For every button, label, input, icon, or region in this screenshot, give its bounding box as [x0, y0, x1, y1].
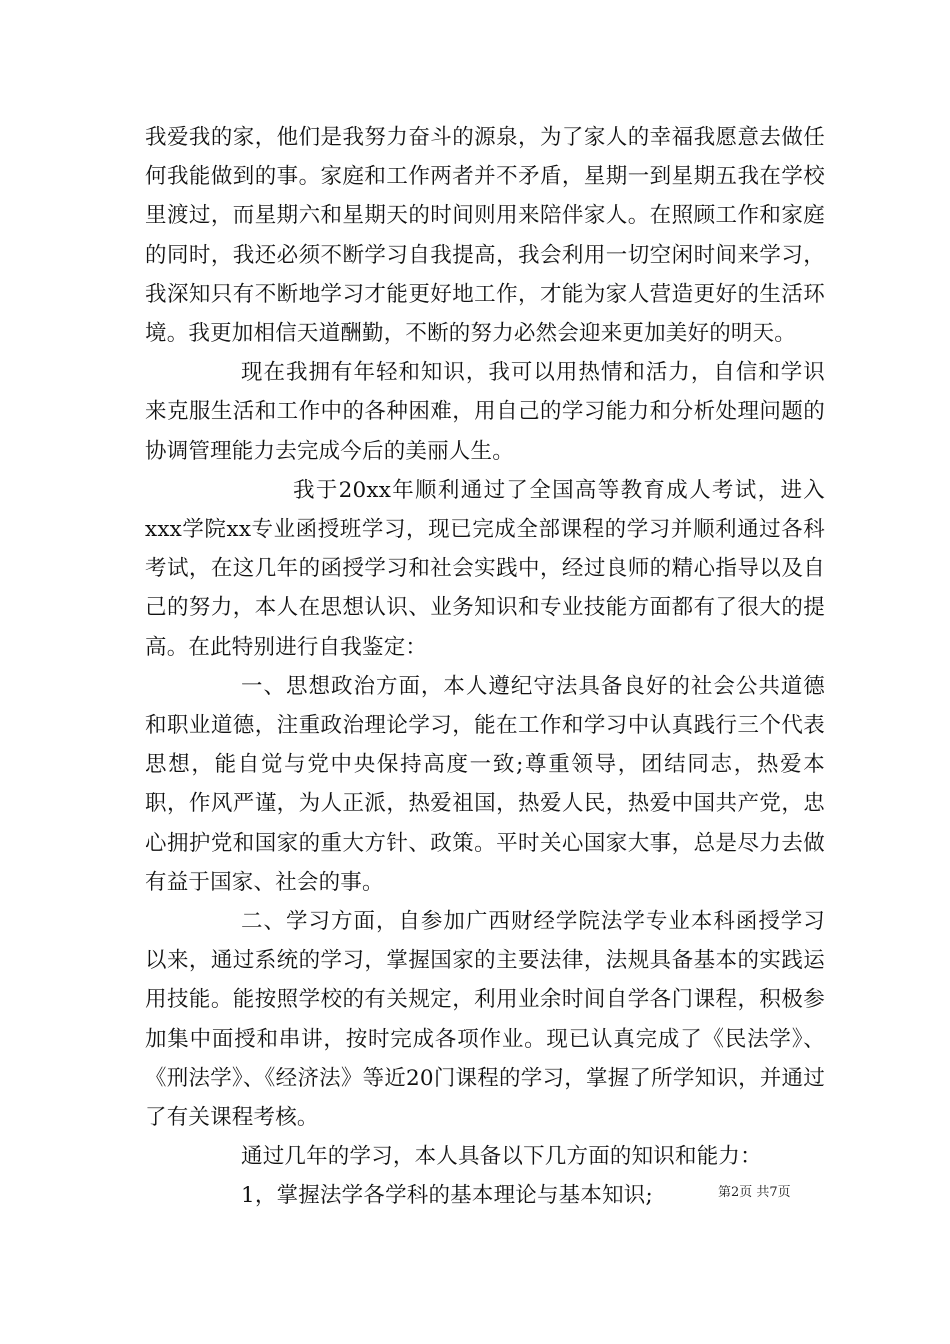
paragraph-study: 二、学习方面，自参加广西财经学院法学专业本科函授学习以来，通过系统的学习，掌握国家的主要法律，法规具备基本的实践运用技能。能按照学校的有关规定，利用业余时间自学各门课程，积极参加集中面授和串讲，按时完成各项作业。现已认真完成了《民法学》、《刑法学》、《经济法》等近20门课程的学习，掌握了所学知识，并通过了有关课程考核。 [145, 909, 825, 1131]
paragraph-abilities-intro: 通过几年的学习，本人具备以下几方面的知识和能力： [241, 1144, 762, 1170]
paragraph-exam: 我于20xx年顺利通过了全国高等教育成人考试，进入xxx学院xx专业函授班学习，现已完成全部课程的学习并顺利通过各科考试，在这几年的函授学习和社会实践中，经过良师的精心指导以及自己的努力，本人在思想认识、业务知识和专业技能方面都有了很大的提高。在此特别进行自我鉴定： [145, 477, 825, 660]
page-number: 第2页 共7页 [718, 1185, 791, 1200]
paragraph-politics: 一、思想政治方面，本人遵纪守法具备良好的社会公共道德和职业道德，注重政治理论学习，能在工作和学习中认真践行三个代表思想，能自觉与党中央保持高度一致;尊重领导，团结同志，热爱本职，作风严谨，为人正派，热爱祖国，热爱人民，热爱中国共产党，忠心拥护党和国家的重大方针、政策。平时关心国家大事，总是尽力去做有益于国家、社会的事。 [145, 673, 825, 895]
paragraph-family: 我爱我的家，他们是我努力奋斗的源泉，为了家人的幸福我愿意去做任何我能做到的事。家庭和工作两者并不矛盾，星期一到星期五我在学校里渡过，而星期六和星期天的时间则用来陪伴家人。在照顾工作和家庭的同时，我还必须不断学习自我提高，我会利用一切空闲时间来学习，我深知只有不断地学习才能更好地工作，才能为家人营造更好的生活环境。我更加相信天道酬勤，不断的努力必然会迎来更加美好的明天。 [145, 125, 825, 347]
list-item-ability-1: 1，掌握法学各学科的基本理论与基本知识; [241, 1183, 653, 1209]
document-body [145, 118, 825, 1216]
paragraph-youth: 现在我拥有年轻和知识，我可以用热情和活力，自信和学识来克服生活和工作中的各种困难，用自己的学习能力和分析处理问题的协调管理能力去完成今后的美丽人生。 [145, 360, 825, 464]
